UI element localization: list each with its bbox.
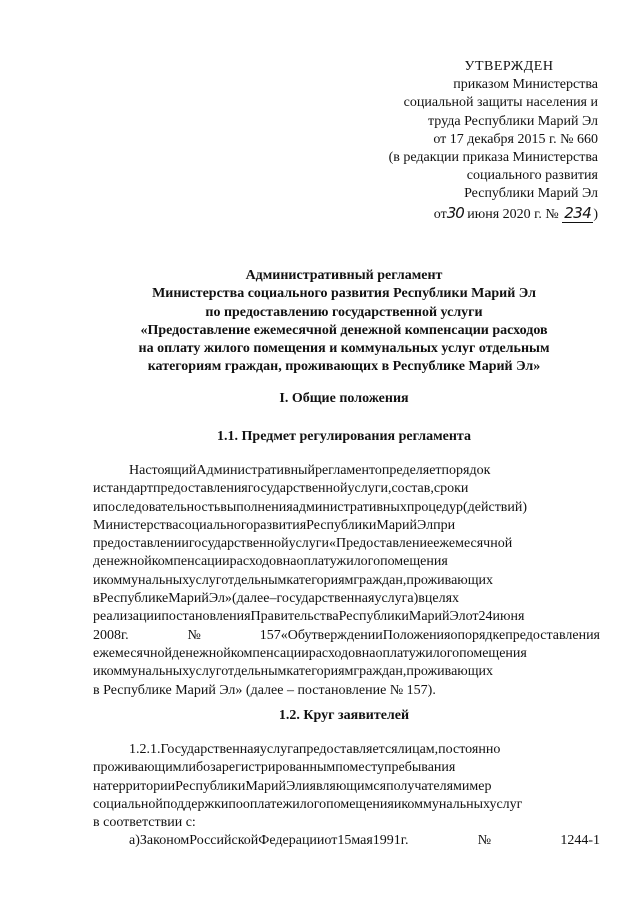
text-line: предоставлениигосударственнойуслуги«Предоставлениеежемесячной [93,536,513,552]
approval-line: труда Республики Марий Эл [428,113,598,129]
text-line: натерриторииРеспубликиМарийЭлиявляющимсяполучателямимер [93,778,492,794]
approval-line: приказом Министерства [453,77,598,93]
text-line: реализациипостановленияПравительстваРеспубликиМарийЭлот24июня [93,609,525,625]
approval-line: (в редакции приказа Министерства [388,150,598,166]
approval-title: УТВЕРЖДЕН [464,59,554,74]
text-line: 2008г.№157«ОбутвержденииПоложенияопорядкепредоставления [93,627,600,643]
approval-line: от 17 декабря 2015 г. № 660 [433,131,598,147]
text-line: икоммунальныхуслуготдельнымкатегориямграждан,проживающих [93,572,494,588]
text-line: икоммунальныхуслуготдельнымкатегориямграждан,проживающих [93,664,494,680]
section-heading-general: I. Общие положения [279,391,409,406]
text-line: 1.2.1.Государственнаяуслугапредоставляетсялицам,постоянно [129,742,501,757]
title-line: категориям граждан, проживающих в Республике Марий Эл» [147,359,541,375]
title-line: Административный регламент [245,268,443,283]
text-line: вРеспубликеМарийЭл»(далее–государственнаяуслуга)вцелях [93,591,460,607]
title-line: на оплату жилого помещения и коммунальных услуг отдельным [138,341,550,357]
approval-stamp-block [340,58,598,224]
approval-line: социальной защиты населения и [403,95,598,111]
section-heading-applicants: 1.2. Круг заявителей [278,708,410,723]
paragraph-subject [93,462,600,700]
approval-date-line: от30 июня 2020 г. № 234 ) [433,203,598,222]
text-line: НастоящийАдминистративныйрегламентопределяетпорядок [129,463,491,478]
text-line: проживающимлибозарегистрированнымпоместупребывания [93,760,456,776]
text-line: МинистерствасоциальногоразвитияРеспубликиМарийЭлпри [93,517,456,533]
text-line: в соответствии с: [93,815,196,831]
text-line: в Республике Марий Эл» (далее – постановление № 157). [93,682,436,698]
handwritten-number: 234 [564,203,592,222]
approval-line: Республики Марий Эл [464,186,598,202]
text-line: денежнойкомпенсациирасходовнаоплатужилогопомещения [93,554,448,570]
section-heading-subject: 1.1. Предмет регулирования регламента [217,429,471,444]
title-line: «Предоставление ежемесячной денежной компенсации расходов [140,322,548,338]
paragraph-applicants [93,741,600,851]
title-line: Министерства социального развития Республики Марий Эл [152,286,536,302]
text-line: а)ЗакономРоссийскойФедерацииот15мая1991г.№1244-1 [129,833,600,849]
text-line: истандартпредоставлениягосударственнойуслуги,состав,сроки [93,481,469,497]
text-line: ежемесячнойденежнойкомпенсациирасходовнаоплатужилогопомещения [93,645,527,661]
document-title [70,267,618,377]
approval-line: социального развития [466,168,598,184]
title-line: по предоставлению государственной услуги [205,304,483,320]
text-line: ипоследовательностьвыполненияадминистративныхпроцедур(действий) [93,499,528,515]
handwritten-day: 30 [446,203,464,222]
text-line: социальнойподдержкипооплатежилогопомещенияикоммунальныхуслуг [93,796,523,812]
